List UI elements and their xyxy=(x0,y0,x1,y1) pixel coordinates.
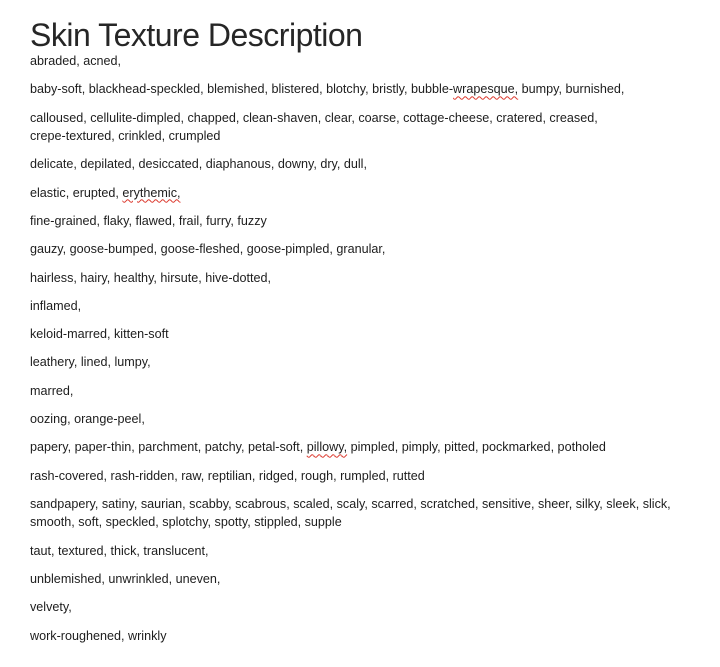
word-list-paragraph xyxy=(30,109,698,146)
word-list-paragraph xyxy=(30,52,698,71)
paragraph-line xyxy=(30,353,698,372)
text-segment: delicate, depilated, desiccated, diaphanous, downy, dry, dull, xyxy=(30,157,367,172)
word-list-paragraph xyxy=(30,467,698,486)
paragraph-line xyxy=(30,513,698,532)
word-list-paragraph xyxy=(30,269,698,288)
text-segment: gauzy, goose-bumped, goose-fleshed, goose-pimpled, granular, xyxy=(30,242,386,257)
word-list-paragraph xyxy=(30,80,698,99)
text-segment: keloid-marred, kitten-soft xyxy=(30,327,169,342)
paragraph-line xyxy=(30,467,698,486)
paragraph-line xyxy=(30,438,698,457)
text-segment: inflamed, xyxy=(30,298,82,313)
paragraph-line xyxy=(30,269,698,288)
text-segment: velvety, xyxy=(30,600,72,615)
text-segment: sandpapery, satiny, saurian, scabby, scabrous, scaled, scaly, scarred, scratched, sensitive, sheer, silky, sleek, slick, xyxy=(30,496,671,511)
paragraph-line xyxy=(30,80,698,99)
paragraph-line xyxy=(30,542,698,561)
paragraph-line xyxy=(30,127,698,146)
text-segment: baby-soft, blackhead-speckled, blemished, blistered, blotchy, bristly, bubble- xyxy=(30,82,454,97)
word-list-paragraph xyxy=(30,353,698,372)
text-segment: papery, paper-thin, parchment, patchy, petal-soft, xyxy=(30,440,307,455)
text-segment: abraded, acned, xyxy=(30,54,122,68)
text-segment: unblemished, unwrinkled, uneven, xyxy=(30,571,221,586)
paragraph-line xyxy=(30,410,698,429)
paragraph-line xyxy=(30,52,698,71)
word-list-paragraph xyxy=(30,212,698,231)
word-list-paragraph xyxy=(30,297,698,316)
misspelled-word: erythemic, xyxy=(122,185,181,200)
paragraph-line xyxy=(30,627,698,646)
text-segment: elastic, erupted, xyxy=(30,185,123,200)
paragraph-line xyxy=(30,240,698,259)
document-title: Skin Texture Description xyxy=(30,17,363,53)
word-list-paragraph xyxy=(30,184,698,203)
word-list-paragraph xyxy=(30,410,698,429)
word-list-paragraph xyxy=(30,570,698,589)
word-list-paragraph xyxy=(30,155,698,174)
word-list-paragraph xyxy=(30,240,698,259)
text-segment: oozing, orange-peel, xyxy=(30,411,145,426)
paragraph-line xyxy=(30,155,698,174)
text-segment: taut, textured, thick, translucent, xyxy=(30,543,209,558)
word-list-paragraph xyxy=(30,495,698,532)
word-list-paragraph xyxy=(30,542,698,561)
text-segment: crepe-textured, crinkled, crumpled xyxy=(30,129,221,144)
text-segment: work-roughened, wrinkly xyxy=(30,628,167,643)
paragraph-line xyxy=(30,184,698,203)
text-segment: bumpy, burnished, xyxy=(518,82,625,97)
text-segment: rash-covered, rash-ridden, raw, reptilian, ridged, rough, rumpled, rutted xyxy=(30,468,425,483)
paragraph-line xyxy=(30,212,698,231)
text-segment: leathery, lined, lumpy, xyxy=(30,355,151,370)
word-list-paragraph xyxy=(30,627,698,646)
paragraph-line xyxy=(30,297,698,316)
paragraph-line xyxy=(30,325,698,344)
word-list-paragraph xyxy=(30,325,698,344)
paragraph-line xyxy=(30,495,698,514)
text-segment: marred, xyxy=(30,383,74,398)
paragraph-line xyxy=(30,109,698,128)
text-segment: smooth, soft, speckled, splotchy, spotty, stippled, supple xyxy=(30,515,342,530)
misspelled-word: wrapesque, xyxy=(453,82,519,97)
text-segment: fine-grained, flaky, flawed, frail, furry, fuzzy xyxy=(30,214,267,228)
misspelled-word: pillowy, xyxy=(306,440,348,455)
text-segment: calloused, cellulite-dimpled, chapped, clean-shaven, clear, coarse, cottage-cheese, cratered, creased, xyxy=(30,110,598,125)
text-segment: hairless, hairy, healthy, hirsute, hive-dotted, xyxy=(30,270,272,285)
word-list-paragraph xyxy=(30,438,698,457)
paragraph-line xyxy=(30,570,698,589)
text-segment: pimpled, pimply, pitted, pockmarked, potholed xyxy=(347,440,606,455)
word-list-paragraph xyxy=(30,598,698,617)
paragraph-line xyxy=(30,382,698,401)
paragraph-line xyxy=(30,598,698,617)
word-list-paragraph xyxy=(30,382,698,401)
word-list xyxy=(30,52,698,645)
